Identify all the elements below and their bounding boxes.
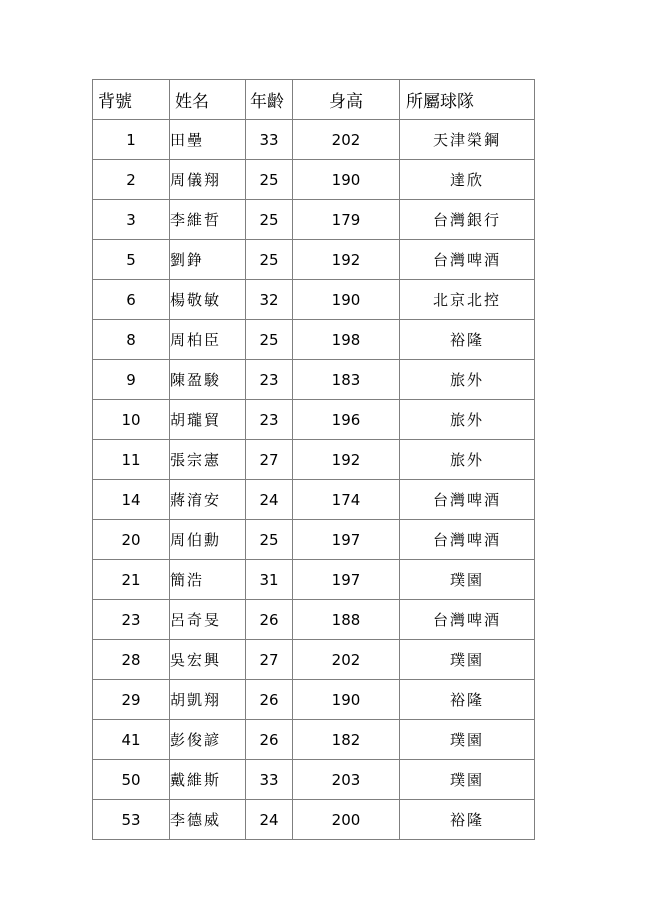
cell-height: 174 — [293, 480, 400, 520]
cell-name: 周柏臣 — [170, 320, 246, 360]
roster-table — [92, 79, 535, 840]
table-row — [93, 440, 535, 480]
cell-age: 27 — [246, 640, 293, 680]
cell-team: 璞園 — [400, 720, 535, 760]
cell-number: 20 — [93, 520, 170, 560]
cell-number: 41 — [93, 720, 170, 760]
table-row — [93, 200, 535, 240]
table-row — [93, 640, 535, 680]
cell-number: 14 — [93, 480, 170, 520]
cell-age: 26 — [246, 600, 293, 640]
cell-number: 53 — [93, 800, 170, 840]
roster-body — [93, 120, 535, 840]
cell-team: 台灣銀行 — [400, 200, 535, 240]
cell-height: 197 — [293, 560, 400, 600]
cell-age: 33 — [246, 760, 293, 800]
cell-number: 23 — [93, 600, 170, 640]
cell-name: 蔣淯安 — [170, 480, 246, 520]
cell-age: 26 — [246, 680, 293, 720]
cell-team: 台灣啤酒 — [400, 240, 535, 280]
cell-height: 202 — [293, 120, 400, 160]
cell-height: 190 — [293, 280, 400, 320]
cell-team: 璞園 — [400, 760, 535, 800]
cell-height: 188 — [293, 600, 400, 640]
table-row — [93, 280, 535, 320]
header-number: 背號 — [93, 80, 170, 120]
cell-team: 旅外 — [400, 440, 535, 480]
cell-height: 190 — [293, 680, 400, 720]
cell-age: 26 — [246, 720, 293, 760]
cell-age: 31 — [246, 560, 293, 600]
cell-age: 25 — [246, 520, 293, 560]
cell-name: 吳宏興 — [170, 640, 246, 680]
cell-height: 203 — [293, 760, 400, 800]
cell-number: 9 — [93, 360, 170, 400]
cell-age: 23 — [246, 400, 293, 440]
cell-height: 192 — [293, 240, 400, 280]
cell-age: 25 — [246, 160, 293, 200]
cell-age: 24 — [246, 480, 293, 520]
table-row — [93, 560, 535, 600]
table-row — [93, 120, 535, 160]
cell-height: 183 — [293, 360, 400, 400]
cell-team: 璞園 — [400, 560, 535, 600]
cell-number: 28 — [93, 640, 170, 680]
cell-number: 11 — [93, 440, 170, 480]
cell-name: 呂奇旻 — [170, 600, 246, 640]
cell-name: 李維哲 — [170, 200, 246, 240]
cell-team: 旅外 — [400, 400, 535, 440]
cell-age: 27 — [246, 440, 293, 480]
cell-team: 台灣啤酒 — [400, 480, 535, 520]
header-age: 年齡 — [246, 80, 293, 120]
cell-number: 5 — [93, 240, 170, 280]
cell-team: 裕隆 — [400, 320, 535, 360]
header-row — [93, 80, 535, 120]
cell-age: 32 — [246, 280, 293, 320]
cell-number: 50 — [93, 760, 170, 800]
cell-number: 1 — [93, 120, 170, 160]
header-team: 所屬球隊 — [400, 80, 535, 120]
table-row — [93, 600, 535, 640]
cell-name: 胡瓏貿 — [170, 400, 246, 440]
cell-number: 2 — [93, 160, 170, 200]
table-row — [93, 760, 535, 800]
cell-name: 陳盈駿 — [170, 360, 246, 400]
cell-number: 21 — [93, 560, 170, 600]
cell-height: 196 — [293, 400, 400, 440]
cell-name: 劉錚 — [170, 240, 246, 280]
cell-name: 周儀翔 — [170, 160, 246, 200]
cell-height: 179 — [293, 200, 400, 240]
table-row — [93, 480, 535, 520]
cell-age: 24 — [246, 800, 293, 840]
header-name: 姓名 — [170, 80, 246, 120]
cell-name: 張宗憲 — [170, 440, 246, 480]
cell-number: 8 — [93, 320, 170, 360]
cell-number: 3 — [93, 200, 170, 240]
cell-height: 197 — [293, 520, 400, 560]
cell-age: 25 — [246, 240, 293, 280]
cell-age: 33 — [246, 120, 293, 160]
cell-name: 簡浩 — [170, 560, 246, 600]
table-row — [93, 320, 535, 360]
cell-name: 田壘 — [170, 120, 246, 160]
cell-team: 達欣 — [400, 160, 535, 200]
cell-team: 旅外 — [400, 360, 535, 400]
cell-team: 裕隆 — [400, 800, 535, 840]
cell-age: 23 — [246, 360, 293, 400]
table-row — [93, 400, 535, 440]
cell-height: 182 — [293, 720, 400, 760]
table-row — [93, 520, 535, 560]
table-row — [93, 680, 535, 720]
cell-team: 台灣啤酒 — [400, 600, 535, 640]
cell-name: 彭俊諺 — [170, 720, 246, 760]
cell-team: 裕隆 — [400, 680, 535, 720]
table-row — [93, 160, 535, 200]
cell-name: 李德威 — [170, 800, 246, 840]
cell-height: 200 — [293, 800, 400, 840]
cell-name: 周伯勳 — [170, 520, 246, 560]
cell-age: 25 — [246, 320, 293, 360]
cell-height: 198 — [293, 320, 400, 360]
cell-number: 29 — [93, 680, 170, 720]
cell-age: 25 — [246, 200, 293, 240]
header-height: 身高 — [293, 80, 400, 120]
cell-team: 北京北控 — [400, 280, 535, 320]
cell-team: 台灣啤酒 — [400, 520, 535, 560]
table-row — [93, 720, 535, 760]
cell-name: 戴維斯 — [170, 760, 246, 800]
cell-name: 楊敬敏 — [170, 280, 246, 320]
cell-number: 10 — [93, 400, 170, 440]
table-row — [93, 360, 535, 400]
table-row — [93, 800, 535, 840]
table-row — [93, 240, 535, 280]
cell-team: 璞園 — [400, 640, 535, 680]
cell-name: 胡凱翔 — [170, 680, 246, 720]
cell-height: 190 — [293, 160, 400, 200]
cell-height: 192 — [293, 440, 400, 480]
cell-height: 202 — [293, 640, 400, 680]
cell-number: 6 — [93, 280, 170, 320]
cell-team: 天津榮鋼 — [400, 120, 535, 160]
